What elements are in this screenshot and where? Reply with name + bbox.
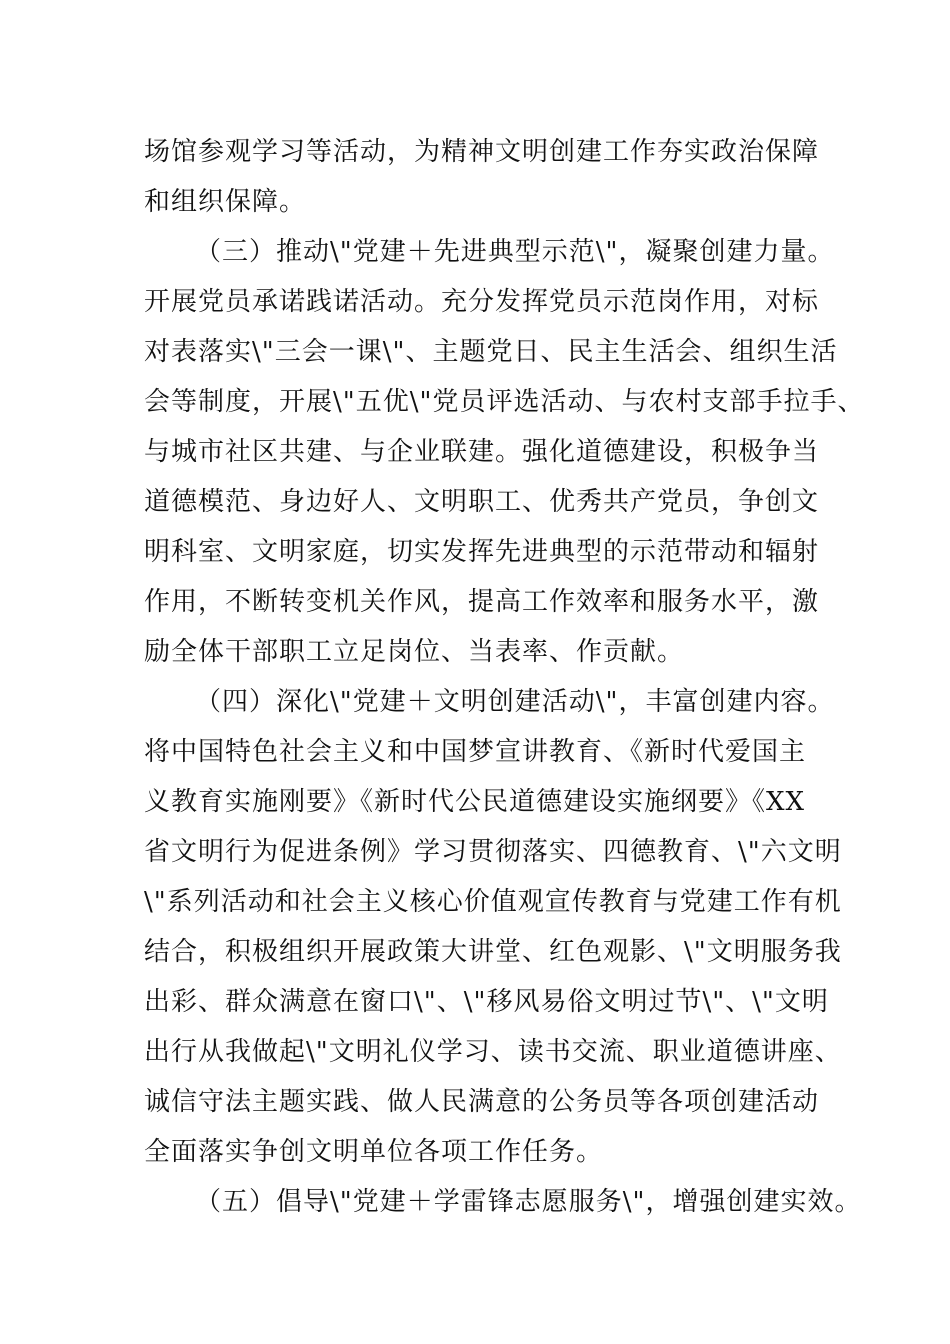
text-line: 会等制度，开展\"五优\"党员评选活动、与农村支部手拉手、 xyxy=(144,387,865,417)
text-line: 出彩、群众满意在窗口\"、\"移风易俗文明过节\"、\"文明 xyxy=(144,987,829,1017)
text-line: 诚信守法主题实践、做人民满意的公务员等各项创建活动 xyxy=(144,1087,820,1117)
text-line: 场馆参观学习等活动，为精神文明创建工作夯实政治保障 xyxy=(144,137,820,167)
text-line: 和组织保障。 xyxy=(144,187,307,217)
text-line: 结合，积极组织开展政策大讲堂、红色观影、\"文明服务我 xyxy=(144,937,842,967)
section-heading-3: （三）推动\"党建＋先进典型示范\"，凝聚创建力量。 xyxy=(195,237,835,267)
section-heading-4: （四）深化\"党建＋文明创建活动\"，丰富创建内容。 xyxy=(195,687,835,717)
text-line: 开展党员承诺践诺活动。充分发挥党员示范岗作用，对标 xyxy=(144,287,820,317)
text-line: 道德模范、身边好人、文明职工、优秀共产党员，争创文 xyxy=(144,487,820,517)
text-line: 全面落实争创文明单位各项工作任务。 xyxy=(144,1137,604,1167)
document-body xyxy=(144,127,865,1227)
text-line: 将中国特色社会主义和中国梦宣讲教育、《新时代爱国主 xyxy=(144,737,807,767)
text-line: 励全体干部职工立足岗位、当表率、作贡献。 xyxy=(144,637,685,667)
section-heading-5: （五）倡导\"党建＋学雷锋志愿服务\"，增强创建实效。 xyxy=(195,1187,862,1217)
text-line: 作用，不断转变机关作风，提高工作效率和服务水平，激 xyxy=(144,587,820,617)
text-line: 义教育实施刚要》《新时代公民道德建设实施纲要》《XX xyxy=(144,787,806,817)
text-line: 明科室、文明家庭，切实发挥先进典型的示范带动和辐射 xyxy=(144,537,820,567)
text-line: 省文明行为促进条例》学习贯彻落实、四德教育、\"六文明 xyxy=(144,837,842,867)
text-line: 与城市社区共建、与企业联建。强化道德建设，积极争当 xyxy=(144,437,820,467)
text-line: \"系列活动和社会主义核心价值观宣传教育与党建工作有机 xyxy=(144,887,842,917)
text-line: 出行从我做起\"文明礼仪学习、读书交流、职业道德讲座、 xyxy=(144,1037,842,1067)
text-line: 对表落实\"三会一课\"、主题党日、民主生活会、组织生活 xyxy=(144,337,838,367)
